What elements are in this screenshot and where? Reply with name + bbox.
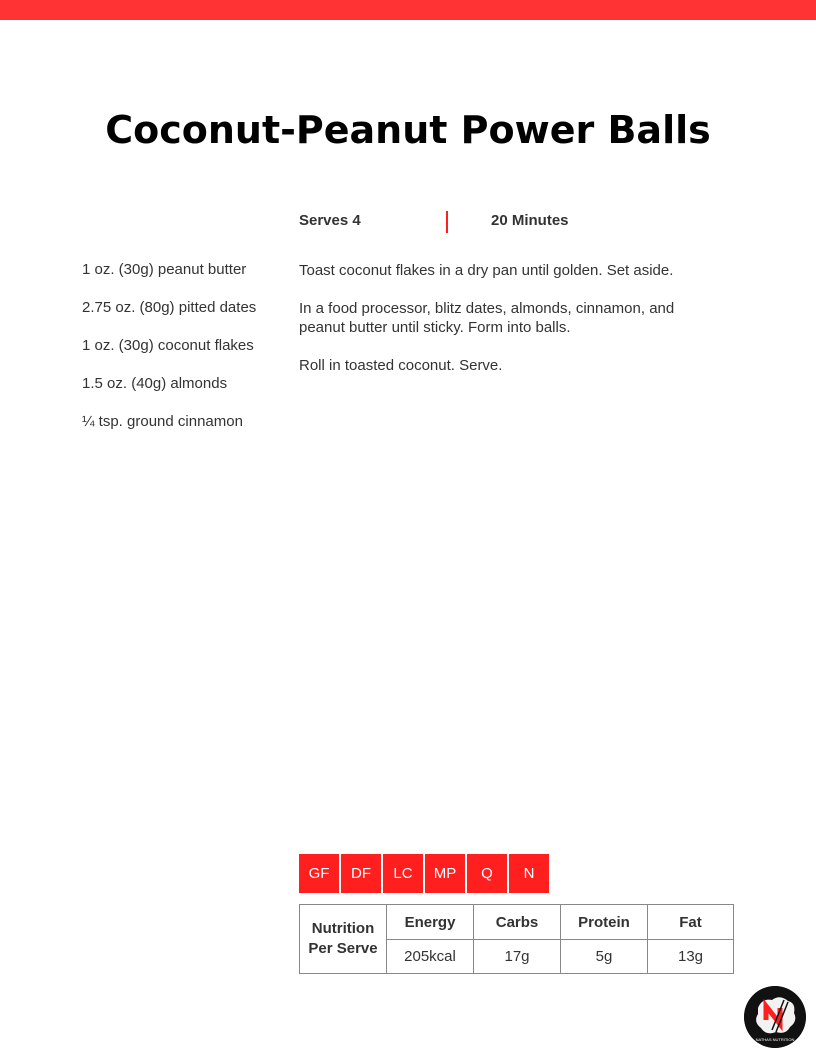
tag-meal-prep: MP — [425, 854, 465, 893]
method-step: Toast coconut flakes in a dry pan until golden. Set aside. — [299, 262, 674, 279]
top-accent-bar — [0, 0, 816, 20]
nutrition-header-row — [300, 905, 734, 940]
tag-quick: Q — [467, 854, 507, 893]
time-info: 20 Minutes — [491, 212, 569, 229]
ingredient-item: 1 oz. (30g) coconut flakes — [82, 337, 254, 354]
diet-tags — [299, 854, 551, 893]
logo-text: NATHAS NUTRITION — [755, 1037, 795, 1042]
nutrition-value: 205kcal — [387, 940, 474, 974]
ingredient-item: 2.75 oz. (80g) pitted dates — [82, 299, 257, 316]
nutrition-header: Protein — [561, 905, 648, 940]
ingredient-item: 1.5 oz. (40g) almonds — [82, 375, 228, 392]
nutrition-table — [299, 904, 734, 974]
tag-low-carb: LC — [383, 854, 423, 893]
meta-divider — [446, 211, 448, 233]
brand-logo-icon — [744, 986, 806, 1048]
nutrition-value: 17g — [474, 940, 561, 974]
method-step: Roll in toasted coconut. Serve. — [299, 357, 503, 374]
tag-gluten-free: GF — [299, 854, 339, 893]
nutrition-header: Carbs — [474, 905, 561, 940]
ingredient-item: ¼ tsp. ground cinnamon — [82, 413, 243, 430]
method-steps — [299, 261, 719, 394]
ingredients-list — [82, 261, 287, 451]
method-step: In a food processor, blitz dates, almonds, cinnamon, and peanut butter until sticky. Form into balls. — [299, 300, 675, 336]
tag-dairy-free: DF — [341, 854, 381, 893]
nutrition-label: Nutrition Per Serve — [300, 905, 387, 974]
nutrition-value: 13g — [648, 940, 734, 974]
nutrition-header: Fat — [648, 905, 734, 940]
recipe-title: Coconut-Peanut Power Balls — [105, 108, 711, 152]
nutrition-value: 5g — [561, 940, 648, 974]
tag-nuts: N — [509, 854, 549, 893]
serves-info: Serves 4 — [299, 212, 361, 229]
logo-graphic — [744, 986, 806, 1048]
nutrition-header: Energy — [387, 905, 474, 940]
ingredient-item: 1 oz. (30g) peanut butter — [82, 261, 247, 278]
